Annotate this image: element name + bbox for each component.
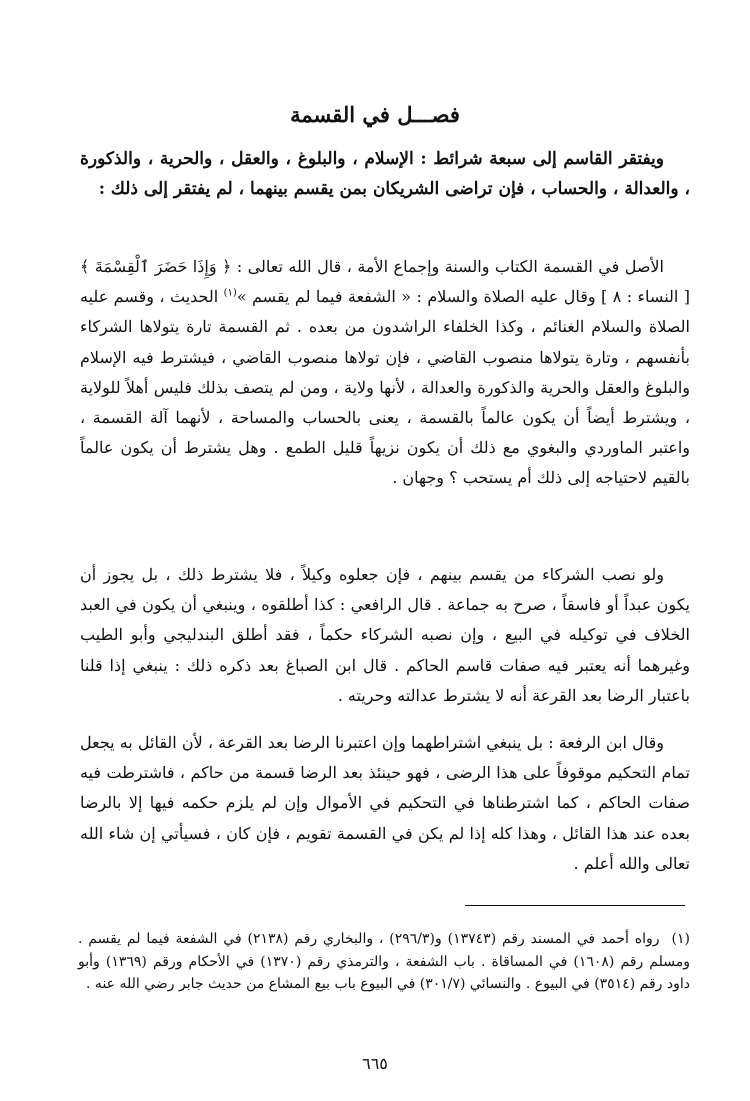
footnote-reference[interactable]: (١) (223, 287, 237, 299)
commentary-paragraph-3 (80, 728, 690, 879)
footnote-separator (465, 905, 685, 906)
paragraph-2-text: ولو نصب الشركاء من يقسم بينهم ، فإن جعلوه وكيلاً ، فلا يشترط ذلك ، بل يجوز أن يكون عبداً أو فاسقاً ، صرح به جماعة . قال الرافعي : كذا أطلقوه ، وينبغي أن يكون في العبد الخلاف في توكيله في البيع ، وإن نصبه الشركاء حكماً ، فقد أطلق البندليجي وأبو الطيب وغيرهما أنه يعتبر فيه صفات قاسم الحاكم . قال ابن الصباغ بعد ذكره ذلك : ينبغي إذا قلنا باعتبار الرضا بعد القرعة أنه لا يشترط عدالته وحريته . (80, 565, 691, 705)
matn-paragraph (80, 144, 690, 204)
matn-text: ويفتقر القاسم إلى سبعة شرائط : الإسلام ، والبلوغ ، والعقل ، والحرية ، والذكورة ، والعدالة ، والحساب ، فإن تراضى الشريكان بمن يقسم بينهما ، لم يفتقر إلى ذلك : (80, 149, 690, 199)
paragraph-1-text: الأصل في القسمة الكتاب والسنة وإجماع الأمة ، قال الله تعالى : ﴿ وَإِذَا حَضَرَ ٱلْقِسْمَةَ ﴾ [ النساء : ٨ ] وقال عليه الصلاة والسلام : « الشفعة فيما لم يقسم » (80, 257, 691, 307)
paragraph-3-text: وقال ابن الرفعة : بل ينبغي اشتراطهما وإن اعتبرنا الرضا بعد القرعة ، لأن القائل به يجعل تمام التحكيم موقوفاً على هذا الرضى ، فهو حينئذ بعد الرضا قسمة من حاكم ، فاشترطت فيه صفات الحاكم ، كما اشترطناها في التحكيم في الأموال وإن لم يلزم حكمه فيها إلا بالرضا بعده عند هذا القائل ، وهذا كله إذا لم يكن في القسمة تقويم ، فإن كان ، فسيأتي إن شاء الله تعالى والله أعلم . (80, 733, 690, 873)
paragraph-1-continuation: الحديث ، وقسم عليه الصلاة والسلام الغنائم ، وكذا الخلفاء الراشدون من بعده . ثم القسمة تارة يتولاها الشركاء بأنفسهم ، وتارة يتولاها منصوب القاضي ، فإن تولاها منصوب القاضي ، فيشترط فيه الإسلام والبلوغ والعقل والحرية والذكورة والعدالة ، لأنها ولاية ، ومن لم يتصف بذلك فليس أهلاً للولاية ، ويشترط أيضاً أن يكون عالماً بالقسمة ، يعنى بالحساب والمساحة ، لأنهما آلة القسمة ، واعتبر الماوردي والبغوي مع ذلك أن يكون نزيهاً قليل الطمع . وهل يشترط أن يكون عالماً بالقيم لاحتياجه إلى ذلك أم يستحب ؟ وجهان . (80, 287, 690, 488)
commentary-paragraph-2 (80, 560, 690, 711)
chapter-title: فصـــل في القسمة (290, 102, 460, 127)
commentary-paragraph-1 (80, 252, 690, 494)
page-number: ٦٦٥ (362, 1054, 388, 1073)
footnote-number: (١) (671, 931, 690, 947)
footnote-text: رواه أحمد في المسند رقم (١٣٧٤٣) و(٢٩٦/٣) ، والبخاري رقم (٢١٣٨) في الشفعة فيما لم يقسم . ومسلم رقم (١٦٠٨) في المساقاة . باب الشفعة ، والترمذي رقم (١٣٧٠) في الأحكام ورقم (١٣٦٩) وأبو داود رقم (٣٥١٤) في البيوع . والنسائي (٣٠١/٧) في البيوع باب بيع المشاع من حديث جابر رضي الله عنه . (78, 931, 690, 992)
footnote (78, 928, 690, 996)
